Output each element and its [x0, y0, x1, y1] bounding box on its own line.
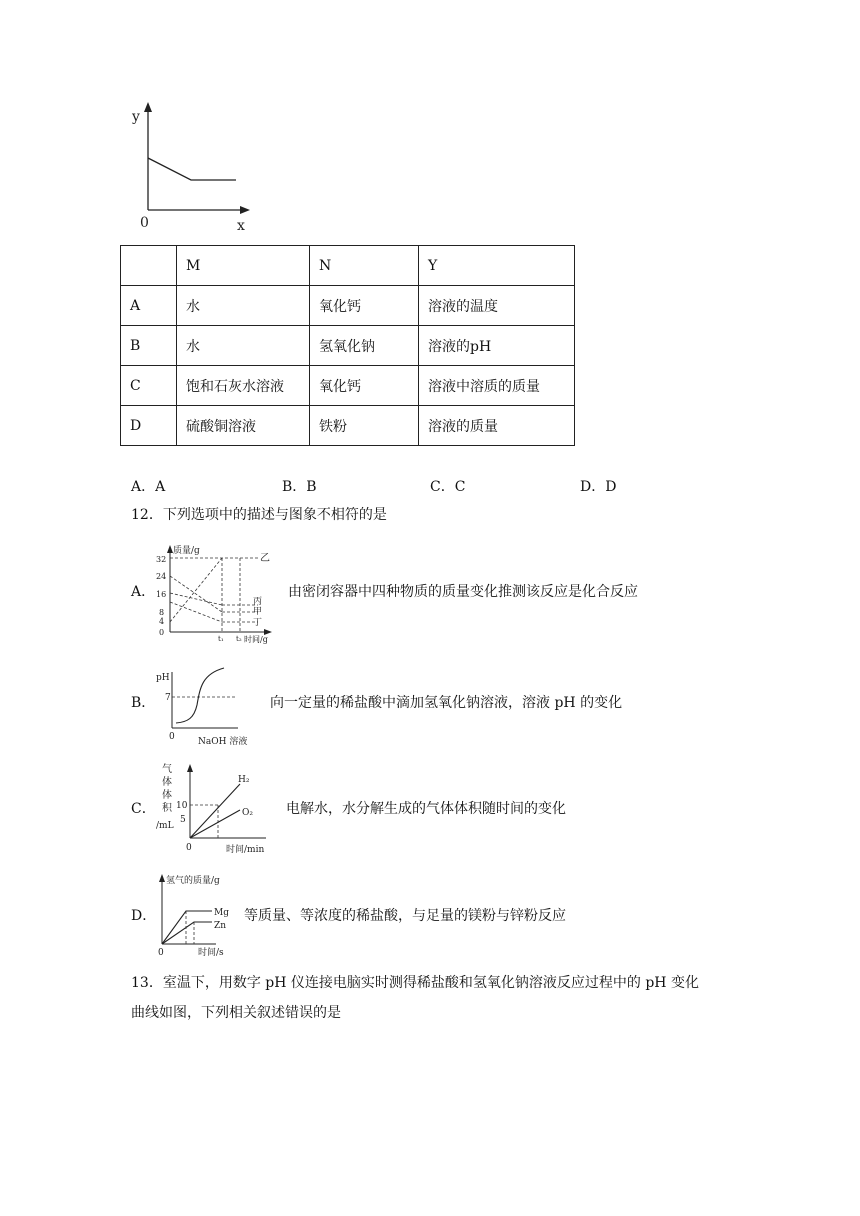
- q12-option-d-letter: D．: [131, 908, 157, 924]
- table-cell: D: [121, 406, 177, 446]
- q12a-tick-t1: t₁: [218, 635, 224, 643]
- q12c-series-o2: O₂: [242, 808, 253, 818]
- q12a-x-label: 时间/g: [244, 635, 268, 644]
- table-cell: 水: [177, 286, 310, 326]
- q12d-y-label: 氢气的质量/g: [166, 876, 220, 886]
- q12b-origin: 0: [169, 732, 175, 742]
- q12c-tick-10: 10: [176, 801, 188, 811]
- table-cell: [121, 246, 177, 286]
- table-cell: 溶液的pH: [419, 326, 575, 366]
- q12a-series-ding: 丁: [253, 618, 263, 628]
- q12d-origin: 0: [158, 948, 164, 958]
- q11-table: [120, 245, 575, 446]
- q11-graph: [128, 100, 258, 235]
- q12a-tick-16: 16: [156, 590, 167, 599]
- q12c-y-char-3: 体: [162, 790, 172, 801]
- q12c-y-unit: /mL: [156, 821, 174, 831]
- q12-option-d-text: 等质量、等浓度的稀盐酸，与足量的镁粉与锌粉反应: [244, 908, 566, 924]
- q12a-tick-t2: t₂: [236, 635, 242, 643]
- q12-chart-d: [150, 870, 250, 960]
- table-cell: B: [121, 326, 177, 366]
- table-cell: 硫酸铜溶液: [177, 406, 310, 446]
- q11-choice-d: D．D: [580, 479, 617, 495]
- q12d-series-mg: Mg: [214, 908, 229, 918]
- table-header: Y: [419, 246, 575, 286]
- q12c-y-char-1: 气: [162, 764, 172, 775]
- table-header: M: [177, 246, 310, 286]
- table-cell: 溶液中溶质的质量: [419, 366, 575, 406]
- table-row: [121, 286, 575, 326]
- q12b-y-label: pH: [156, 673, 170, 683]
- q12-option-b-letter: B．: [131, 695, 156, 711]
- q12b-tick-7: 7: [165, 693, 171, 703]
- q13-line-1: 13．室温下，用数字 pH 仪连接电脑实时测得稀盐酸和氢氧化钠溶液反应过程中的 pH 变化: [131, 975, 699, 991]
- q12a-series-jia: 甲: [253, 607, 263, 617]
- table-cell: 水: [177, 326, 310, 366]
- table-cell: 氢氧化钠: [310, 326, 419, 366]
- q12d-series-zn: Zn: [214, 921, 227, 931]
- q12c-series-h2: H₂: [238, 775, 250, 785]
- q12c-y-char-4: 积: [162, 803, 172, 814]
- table-cell: C: [121, 366, 177, 406]
- q12-option-c-text: 电解水，水分解生成的气体体积随时间的变化: [286, 801, 566, 817]
- table-row: [121, 366, 575, 406]
- q12d-x-label: 时间/s: [198, 948, 224, 958]
- q12-option-a-letter: A．: [131, 584, 156, 600]
- q12a-tick-0: 0: [159, 628, 165, 637]
- q13-line-2: 曲线如图，下列相关叙述错误的是: [131, 1005, 341, 1021]
- q12-option-c-letter: C．: [131, 801, 156, 817]
- table-cell: 饱和石灰水溶液: [177, 366, 310, 406]
- q12-option-b-text: 向一定量的稀盐酸中滴加氢氧化钠溶液，溶液 pH 的变化: [270, 695, 623, 711]
- q11-choice-b: B．B: [282, 479, 317, 495]
- q11-origin: 0: [140, 215, 149, 231]
- table-header: N: [310, 246, 419, 286]
- q12a-series-bing: 丙: [253, 597, 263, 607]
- table-cell: 溶液的质量: [419, 406, 575, 446]
- q11-choice-c: C．C: [430, 479, 466, 495]
- table-row: [121, 406, 575, 446]
- q11-y-label: y: [132, 109, 140, 125]
- table-cell: 氧化钙: [310, 286, 419, 326]
- q11-x-label: x: [237, 218, 245, 234]
- q12-stem: 12．下列选项中的描述与图象不相符的是: [131, 507, 387, 523]
- table-cell: 氧化钙: [310, 366, 419, 406]
- q12a-tick-24: 24: [156, 572, 167, 581]
- q12c-origin: 0: [186, 843, 192, 853]
- q12b-x-label: NaOH 溶液: [198, 737, 248, 747]
- q12c-tick-5: 5: [180, 815, 186, 825]
- q12-chart-c: [154, 760, 274, 860]
- q12a-tick-32: 32: [156, 555, 167, 564]
- q12a-tick-4: 4: [159, 617, 165, 626]
- table-cell: 溶液的温度: [419, 286, 575, 326]
- q12-option-a-text: 由密闭容器中四种物质的质量变化推测该反应是化合反应: [288, 584, 638, 600]
- q12a-y-label: 质量/g: [173, 546, 200, 556]
- table-row: [121, 246, 575, 286]
- q12-chart-b: [152, 660, 262, 750]
- table-cell: A: [121, 286, 177, 326]
- q12-chart-a: [150, 541, 280, 647]
- q11-choice-a: A．A: [131, 479, 166, 495]
- table-row: [121, 326, 575, 366]
- q12c-y-char-2: 体: [162, 777, 172, 788]
- q12a-tick-8: 8: [159, 608, 165, 617]
- q12a-series-yi: 乙: [260, 553, 270, 564]
- table-cell: 铁粉: [310, 406, 419, 446]
- q12c-x-label: 时间/min: [226, 845, 265, 855]
